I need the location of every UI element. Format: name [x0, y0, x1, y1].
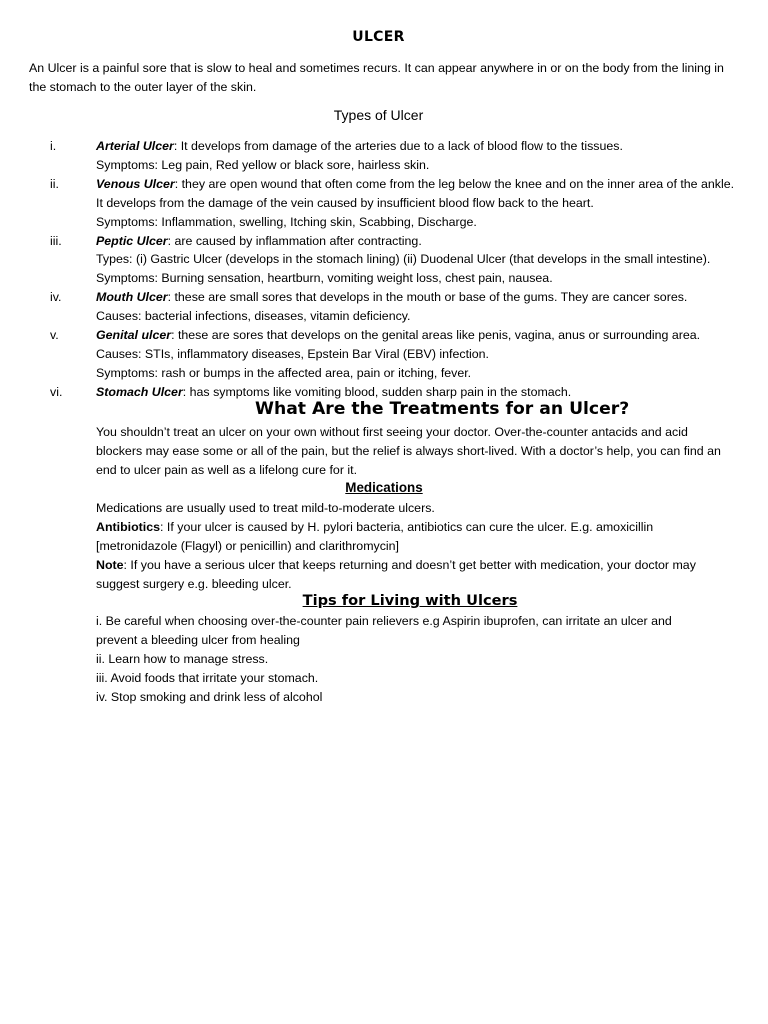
tip-item: iii. Avoid foods that irritate your stomach. [96, 670, 319, 685]
tips-section [96, 612, 716, 707]
note-paragraph [96, 556, 736, 594]
list-item [0, 326, 736, 383]
document-title: ULCER [352, 29, 405, 45]
list-item [0, 232, 736, 289]
antibiotics-label: Antibiotics [96, 519, 161, 534]
treatments-paragraph: You shouldn’t treat an ulcer on your own without first seeing your doctor. Over-the-counter antacids and acid blockers may ease some or all of the pain, but the relief is always short-lived. With a doctor’s help, you can find an end to ulcer pain as well as a lifelong cure for it. [96, 425, 721, 477]
treatments-heading-text: What Are the Treatments for an Ulcer? [255, 399, 630, 419]
ulcer-description: : are caused by inflammation after contracting. [167, 233, 422, 248]
ulcer-detail: Symptoms: rash or bumps in the affected area, pain or itching, fever. [96, 365, 472, 380]
tip-item: i. Be careful when choosing over-the-counter pain relievers e.g Aspirin ibuprofen, can irritate an ulcer and prevent a bleeding ulcer from healing [96, 614, 672, 647]
ulcer-detail: Symptoms: Inflammation, swelling, Itching skin, Scabbing, Discharge. [96, 214, 477, 229]
tip-item: ii. Learn how to manage stress. [96, 651, 269, 666]
ulcer-name: Mouth Ulcer [96, 290, 168, 305]
tips-heading: Tips for Living with Ulcers [302, 592, 518, 609]
list-numeral: vi. [50, 384, 63, 399]
note-text: : If you have a serious ulcer that keeps returning and doesn’t get better with medication, your doctor may suggest surgery e.g. bleeding ulcer. [96, 557, 696, 591]
ulcer-name: Stomach Ulcer [96, 384, 183, 399]
list-item [0, 175, 736, 232]
ulcer-name: Genital ulcer [96, 328, 172, 343]
ulcer-name: Arterial Ulcer [96, 139, 174, 153]
ulcer-types-list [0, 137, 768, 402]
list-numeral: i. [50, 139, 57, 153]
antibiotics-text: : If your ulcer is caused by H. pylori bacteria, antibiotics can cure the ulcer. E.g. amoxicillin [metronidazole (Flagyl) or penicillin) and clarithromycin] [96, 519, 654, 553]
list-numeral: iv. [50, 290, 62, 305]
ulcer-detail: Causes: STIs, inflammatory diseases, Epstein Bar Viral (EBV) infection. [96, 346, 489, 361]
note-label: Note [96, 557, 124, 572]
ulcer-name: Venous Ulcer [96, 176, 175, 191]
ulcer-description: : It develops from damage of the arteries due to a lack of blood flow to the tissues. [173, 139, 623, 153]
tip-item: iv. Stop smoking and drink less of alcohol [96, 689, 323, 704]
list-item [0, 137, 736, 175]
ulcer-description: : these are sores that develops on the genital areas like penis, vagina, anus or surrounding area. [171, 328, 701, 343]
list-numeral: v. [50, 328, 59, 343]
medications-intro: Medications are usually used to treat mild-to-moderate ulcers. [96, 501, 435, 515]
medications-section [96, 499, 736, 594]
ulcer-detail: Symptoms: Leg pain, Red yellow or black sore, hairless skin. [96, 157, 430, 172]
intro-paragraph: An Ulcer is a painful sore that is slow to heal and sometimes recurs. It can appear anywhere in or on the body from the lining in the stomach to the outer layer of the skin. [29, 61, 724, 94]
ulcer-description: : they are open wound that often come from the leg below the knee and on the inner area of the ankle. It develops from the damage of the vein caused by insufficient blood flow back to the heart. [96, 176, 735, 210]
ulcer-name: Peptic Ulcer [96, 233, 168, 248]
list-numeral: ii. [50, 176, 59, 191]
ulcer-detail: Causes: bacterial infections, diseases, vitamin deficiency. [96, 309, 411, 324]
ulcer-detail: Types: (i) Gastric Ulcer (develops in the stomach lining) (ii) Duodenal Ulcer (that develops in the small intestine). [96, 252, 711, 267]
medications-heading: Medications [345, 480, 423, 495]
types-heading: Types of Ulcer [333, 107, 424, 123]
ulcer-description: : these are small sores that develops in the mouth or base of the gums. They are cancer sores. [167, 290, 688, 305]
antibiotics-paragraph [96, 518, 736, 556]
ulcer-detail: Symptoms: Burning sensation, heartburn, vomiting weight loss, chest pain, nausea. [96, 271, 553, 286]
treatments-heading [96, 399, 768, 419]
list-item [0, 288, 736, 326]
ulcer-description: : has symptoms like vomiting blood, sudden sharp pain in the stomach. [182, 384, 572, 399]
list-numeral: iii. [50, 233, 62, 248]
